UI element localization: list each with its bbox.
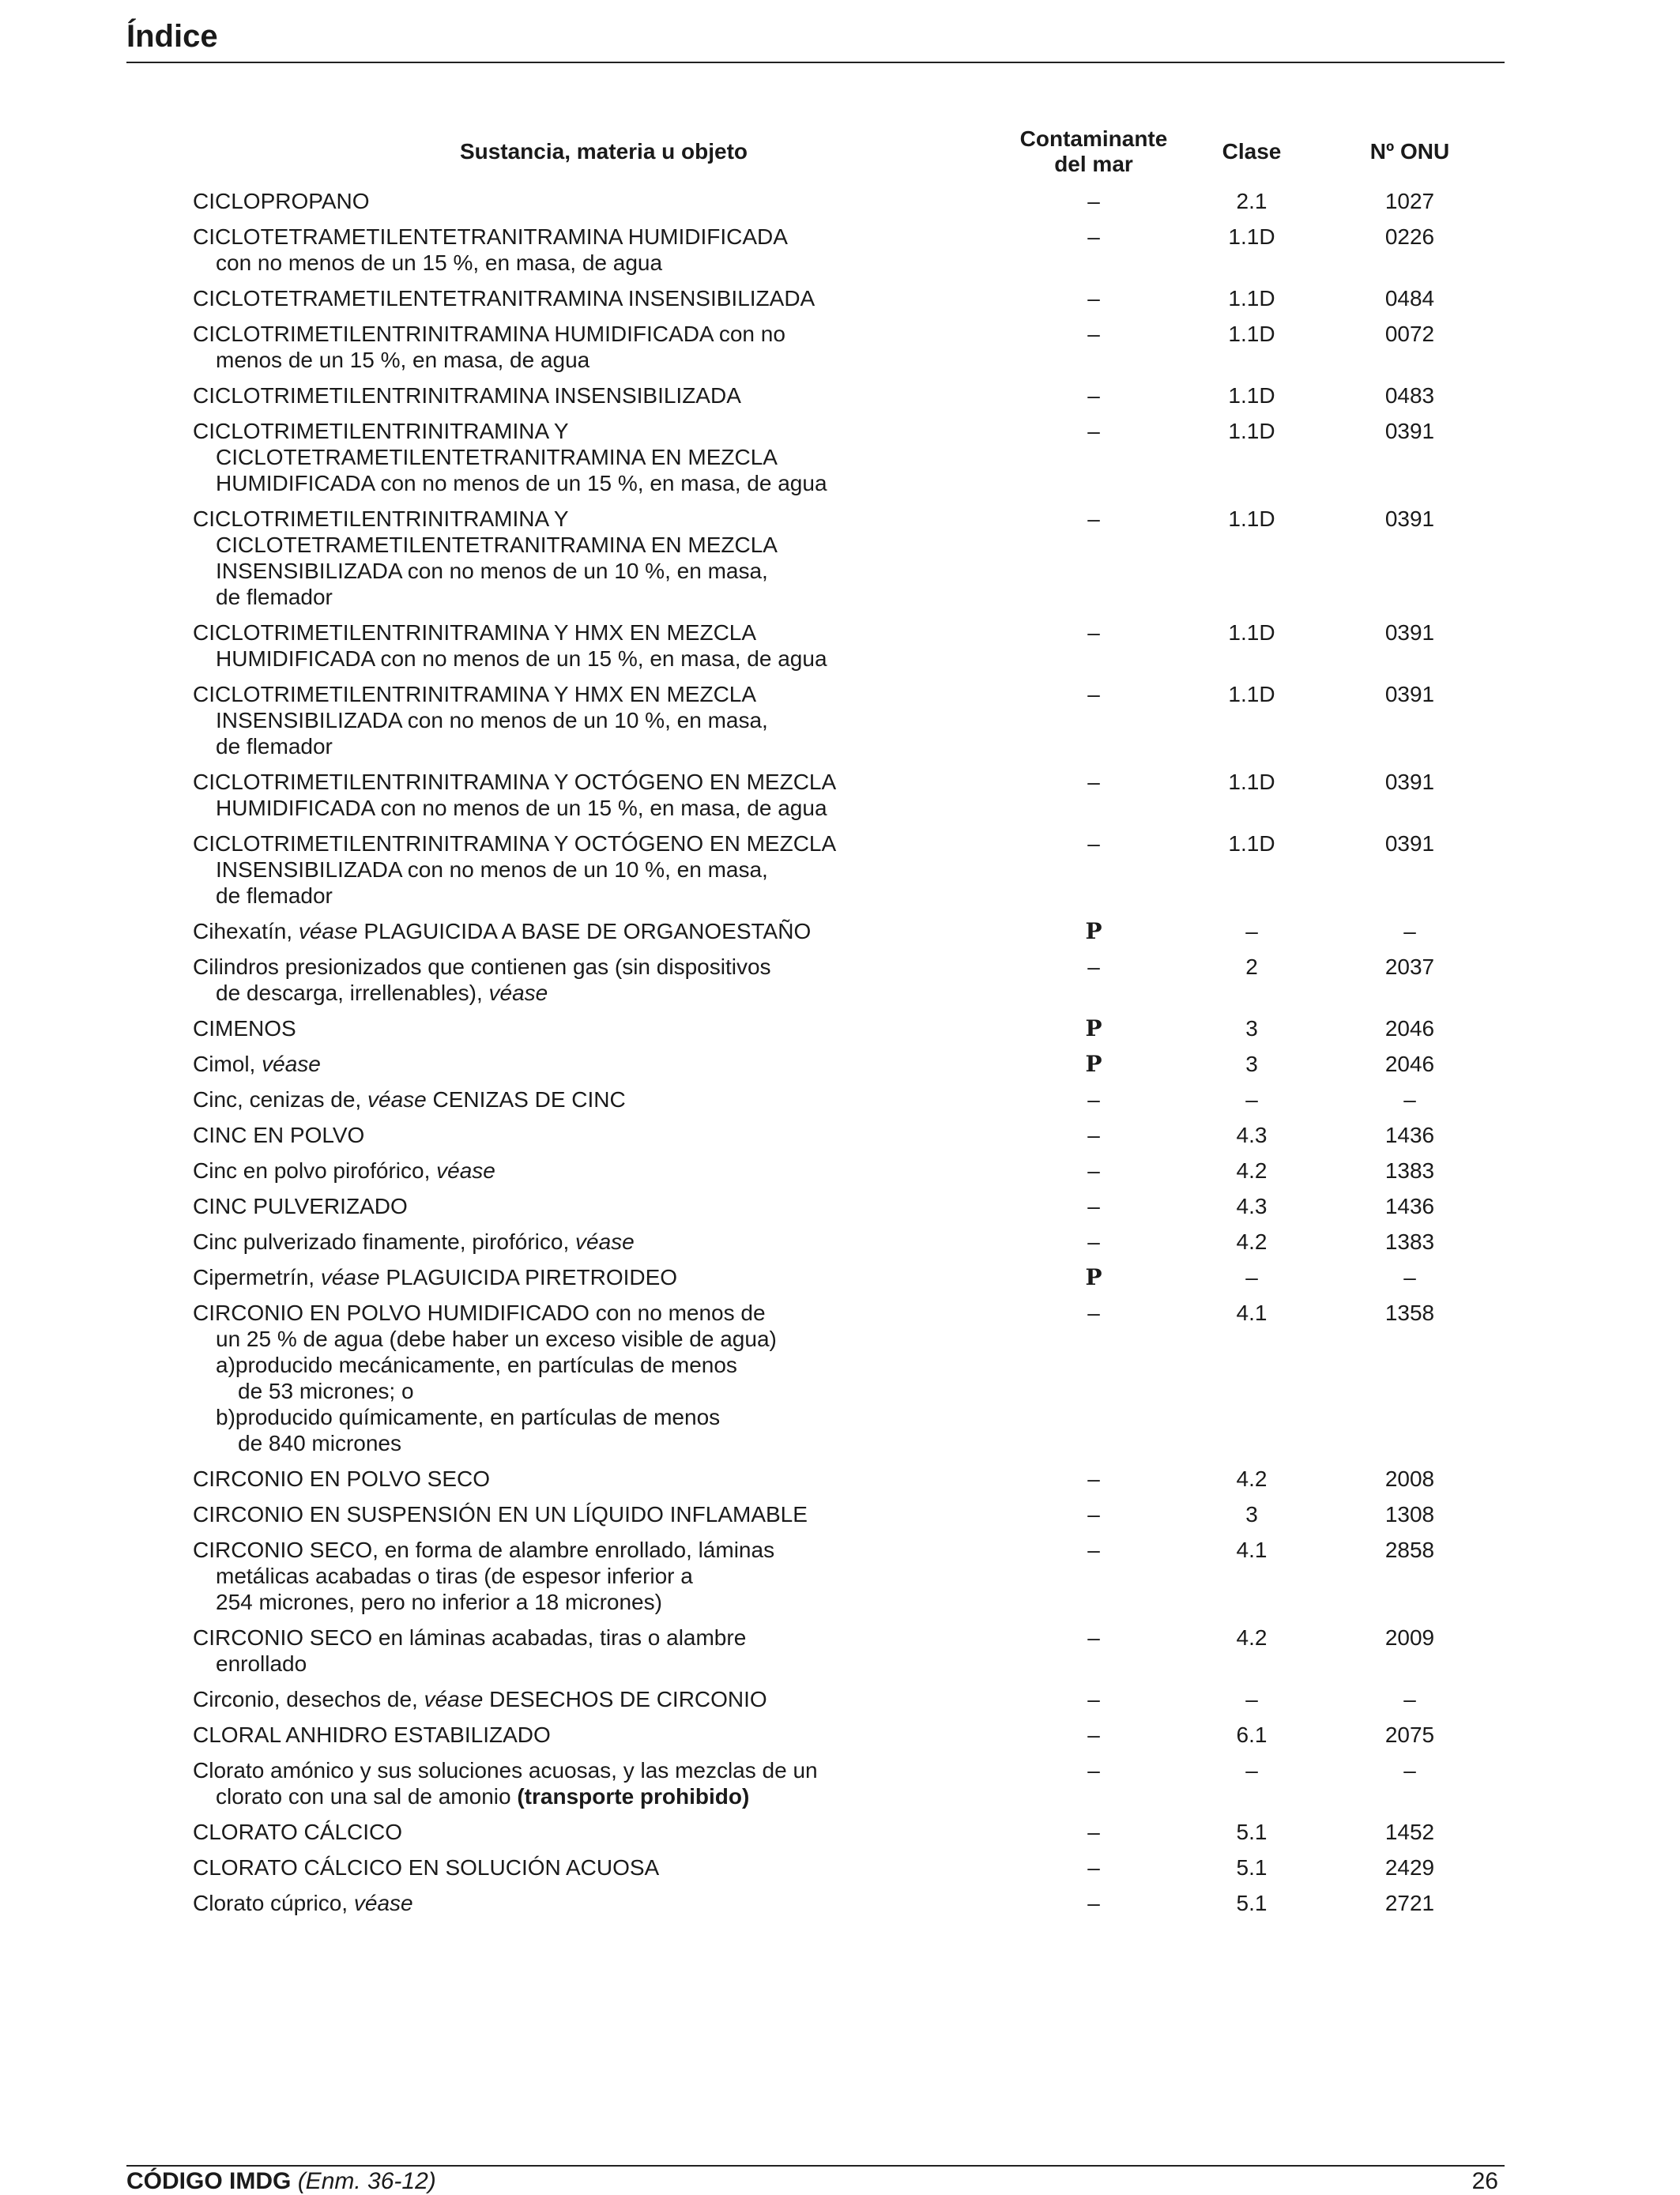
cell-marine-pollutant: P bbox=[1085, 1015, 1102, 1041]
cell-un-number: 1308 bbox=[1384, 1502, 1435, 1527]
substance-line: CICLOTETRAMETILENTETRANITRAMINA EN MEZCLA bbox=[216, 445, 778, 469]
cell-un-number: 0226 bbox=[1384, 224, 1435, 249]
cell-class: 3 bbox=[1245, 1052, 1258, 1076]
substance-line: CIRCONIO SECO en láminas acabadas, tiras o alambre bbox=[193, 1625, 747, 1650]
substance-line: a)producido mecánicamente, en partículas de menos bbox=[216, 1353, 737, 1377]
substance-line: INSENSIBILIZADA con no menos de un 10 %, en masa, bbox=[216, 559, 768, 583]
cell-marine-pollutant: – bbox=[1087, 1722, 1100, 1747]
substance-line: CICLOTRIMETILENTRINITRAMINA Y bbox=[193, 419, 569, 443]
substance-line: CINC PULVERIZADO bbox=[193, 1194, 408, 1218]
cell-un-number: 1027 bbox=[1384, 189, 1435, 213]
cell-class: 1.1D bbox=[1228, 286, 1275, 311]
cell-marine-pollutant: – bbox=[1087, 1502, 1100, 1527]
cell-marine-pollutant: – bbox=[1087, 322, 1100, 346]
substance-line: un 25 % de agua (debe haber un exceso visible de agua) bbox=[216, 1327, 777, 1351]
cell-marine-pollutant: – bbox=[1087, 1229, 1100, 1254]
substance-line: Cinc, cenizas de, véase CENIZAS DE CINC bbox=[193, 1087, 626, 1112]
substance-line: CIRCONIO EN SUSPENSIÓN EN UN LÍQUIDO INFLAMABLE bbox=[193, 1502, 808, 1527]
substance-line: Cihexatín, véase PLAGUICIDA A BASE DE ORGANOESTAÑO bbox=[193, 919, 812, 943]
substance-line: CICLOTRIMETILENTRINITRAMINA Y OCTÓGENO EN MEZCLA bbox=[193, 831, 837, 856]
table-row bbox=[193, 413, 1489, 501]
substance-line: CLORAL ANHIDRO ESTABILIZADO bbox=[193, 1722, 551, 1747]
footer-edition: (Enm. 36-12) bbox=[297, 2168, 436, 2194]
cell-class: – bbox=[1245, 1758, 1258, 1783]
table-row bbox=[193, 1153, 1489, 1188]
index-table bbox=[193, 126, 1489, 1921]
cell-marine-pollutant: – bbox=[1087, 620, 1100, 645]
substance-line: menos de un 15 %, en masa, de agua bbox=[216, 348, 590, 372]
table-row bbox=[193, 501, 1489, 615]
cell-un-number: – bbox=[1403, 1687, 1416, 1711]
cell-substance bbox=[193, 1188, 1015, 1224]
cell-marine-pollutant: – bbox=[1087, 1194, 1100, 1218]
cell-substance bbox=[193, 1753, 1015, 1814]
cell-un-number: 2008 bbox=[1384, 1466, 1435, 1491]
cell-substance bbox=[193, 413, 1015, 501]
cell-marine-pollutant: – bbox=[1087, 224, 1100, 249]
cell-un-number: 1383 bbox=[1384, 1158, 1435, 1183]
cell-substance bbox=[193, 501, 1015, 615]
substance-line: CINC EN POLVO bbox=[193, 1123, 365, 1147]
page-footer bbox=[126, 2165, 1505, 2195]
substance-line: CICLOTETRAMETILENTETRANITRAMINA EN MEZCLA bbox=[216, 533, 778, 557]
cell-un-number: 2046 bbox=[1384, 1052, 1435, 1076]
table-body bbox=[193, 183, 1489, 1921]
substance-line: de flemador bbox=[216, 585, 333, 609]
substance-line: Cimol, véase bbox=[193, 1052, 321, 1076]
cell-class: 4.3 bbox=[1236, 1123, 1268, 1147]
cell-class: 1.1D bbox=[1228, 831, 1275, 856]
substance-line: clorato con una sal de amonio (transporte prohibido) bbox=[216, 1784, 750, 1809]
table-row bbox=[193, 1117, 1489, 1153]
substance-line: metálicas acabadas o tiras (de espesor inferior a bbox=[216, 1564, 693, 1588]
column-header-marine-line: del mar bbox=[1054, 152, 1133, 176]
cell-marine-pollutant: – bbox=[1087, 1466, 1100, 1491]
cell-class: 4.2 bbox=[1236, 1466, 1268, 1491]
table-row bbox=[193, 1259, 1489, 1295]
substance-line: HUMIDIFICADA con no menos de un 15 %, en masa, de agua bbox=[216, 646, 827, 671]
cell-class: 3 bbox=[1245, 1502, 1258, 1527]
cell-marine-pollutant: P bbox=[1085, 918, 1102, 944]
cell-marine-pollutant: P bbox=[1085, 1051, 1102, 1077]
page-header bbox=[126, 17, 1505, 63]
column-header-marine-line: Contaminante bbox=[1019, 126, 1168, 151]
cell-substance bbox=[193, 826, 1015, 913]
page-title: Índice bbox=[126, 19, 218, 54]
substance-line: CICLOPROPANO bbox=[193, 189, 370, 213]
table-row bbox=[193, 1885, 1489, 1921]
table-row bbox=[193, 1753, 1489, 1814]
cell-un-number: 0483 bbox=[1384, 383, 1435, 408]
substance-line: HUMIDIFICADA con no menos de un 15 %, en masa, de agua bbox=[216, 471, 827, 495]
table-row bbox=[193, 316, 1489, 378]
cell-class: 1.1D bbox=[1228, 322, 1275, 346]
cell-substance bbox=[193, 1620, 1015, 1681]
cell-un-number: 0391 bbox=[1384, 620, 1435, 645]
cell-class: 4.1 bbox=[1236, 1301, 1268, 1325]
table-row bbox=[193, 1046, 1489, 1082]
cell-un-number: 2429 bbox=[1384, 1855, 1435, 1880]
cell-substance bbox=[193, 378, 1015, 413]
cell-un-number: – bbox=[1403, 1758, 1416, 1783]
substance-line: CICLOTETRAMETILENTETRANITRAMINA HUMIDIFICADA bbox=[193, 224, 788, 249]
substance-line: Clorato amónico y sus soluciones acuosas, y las mezclas de un bbox=[193, 1758, 818, 1783]
cell-marine-pollutant: – bbox=[1087, 1158, 1100, 1183]
cell-un-number: 2721 bbox=[1384, 1891, 1435, 1915]
cell-marine-pollutant: P bbox=[1085, 1264, 1102, 1290]
table-row bbox=[193, 1188, 1489, 1224]
cell-marine-pollutant: – bbox=[1087, 831, 1100, 856]
cell-marine-pollutant: – bbox=[1087, 1301, 1100, 1325]
cell-class: 2.1 bbox=[1236, 189, 1268, 213]
cell-marine-pollutant: – bbox=[1087, 189, 1100, 213]
cell-class: 3 bbox=[1245, 1016, 1258, 1041]
table-header-row bbox=[193, 126, 1489, 183]
cell-un-number: 0391 bbox=[1384, 770, 1435, 794]
substance-line: CIRCONIO EN POLVO SECO bbox=[193, 1466, 490, 1491]
cell-un-number: 2009 bbox=[1384, 1625, 1435, 1650]
cell-substance bbox=[193, 1461, 1015, 1497]
cell-un-number: 1436 bbox=[1384, 1194, 1435, 1218]
cell-substance bbox=[193, 1717, 1015, 1753]
cell-marine-pollutant: – bbox=[1087, 419, 1100, 443]
cell-marine-pollutant: – bbox=[1087, 1123, 1100, 1147]
cell-class: 1.1D bbox=[1228, 682, 1275, 706]
cell-marine-pollutant: – bbox=[1087, 1758, 1100, 1783]
cell-substance bbox=[193, 1532, 1015, 1620]
cell-marine-pollutant: – bbox=[1087, 383, 1100, 408]
cell-class: – bbox=[1245, 1087, 1258, 1112]
table-row bbox=[193, 949, 1489, 1011]
substance-line: de descarga, irrellenables), véase bbox=[216, 981, 548, 1005]
table-row bbox=[193, 1681, 1489, 1717]
cell-marine-pollutant: – bbox=[1087, 1855, 1100, 1880]
footer-code: CÓDIGO IMDG bbox=[126, 2168, 292, 2194]
cell-class: 6.1 bbox=[1236, 1722, 1268, 1747]
substance-line: CLORATO CÁLCICO EN SOLUCIÓN ACUOSA bbox=[193, 1855, 660, 1880]
cell-marine-pollutant: – bbox=[1087, 770, 1100, 794]
cell-marine-pollutant: – bbox=[1087, 682, 1100, 706]
cell-substance bbox=[193, 1295, 1015, 1461]
substance-line: enrollado bbox=[216, 1651, 307, 1676]
substance-line: b)producido químicamente, en partículas de menos bbox=[216, 1405, 721, 1429]
cell-un-number: 0391 bbox=[1384, 831, 1435, 856]
substance-line: CICLOTETRAMETILENTETRANITRAMINA INSENSIBILIZADA bbox=[193, 286, 816, 311]
cell-un-number: 2037 bbox=[1384, 954, 1435, 979]
cell-class: 4.2 bbox=[1236, 1229, 1268, 1254]
cell-substance bbox=[193, 1259, 1015, 1295]
cell-class: 4.2 bbox=[1236, 1625, 1268, 1650]
cell-class: 1.1D bbox=[1228, 506, 1275, 531]
column-header-un-number: Nº ONU bbox=[1369, 139, 1450, 164]
cell-marine-pollutant: – bbox=[1087, 1891, 1100, 1915]
cell-marine-pollutant: – bbox=[1087, 1820, 1100, 1844]
cell-class: 1.1D bbox=[1228, 383, 1275, 408]
cell-class: 2 bbox=[1245, 954, 1258, 979]
cell-substance bbox=[193, 1011, 1015, 1046]
column-header-marine-pollutant bbox=[1015, 126, 1173, 183]
substance-line: CICLOTRIMETILENTRINITRAMINA Y bbox=[193, 506, 569, 531]
substance-line: Cinc pulverizado finamente, pirofórico, véase bbox=[193, 1229, 635, 1254]
cell-class: 1.1D bbox=[1228, 770, 1275, 794]
cell-class: 5.1 bbox=[1236, 1891, 1268, 1915]
cell-marine-pollutant: – bbox=[1087, 1625, 1100, 1650]
cell-class: 4.2 bbox=[1236, 1158, 1268, 1183]
table-row bbox=[193, 615, 1489, 676]
cell-un-number: 0391 bbox=[1384, 419, 1435, 443]
cell-class: 1.1D bbox=[1228, 419, 1275, 443]
substance-line: CLORATO CÁLCICO bbox=[193, 1820, 403, 1844]
cell-substance bbox=[193, 1224, 1015, 1259]
cell-class: – bbox=[1245, 1265, 1258, 1290]
cell-substance bbox=[193, 1850, 1015, 1885]
substance-line: Cinc en polvo pirofórico, véase bbox=[193, 1158, 495, 1183]
cell-class: – bbox=[1245, 919, 1258, 943]
cell-substance bbox=[193, 1885, 1015, 1921]
substance-line: CICLOTRIMETILENTRINITRAMINA Y HMX EN MEZCLA bbox=[193, 620, 757, 645]
substance-line: 254 micrones, pero no inferior a 18 micrones) bbox=[216, 1590, 662, 1614]
cell-un-number: 0391 bbox=[1384, 506, 1435, 531]
cell-substance bbox=[193, 280, 1015, 316]
substance-line: CIRCONIO EN POLVO HUMIDIFICADO con no menos de bbox=[193, 1301, 766, 1325]
cell-substance bbox=[193, 913, 1015, 949]
substance-line: Clorato cúprico, véase bbox=[193, 1891, 413, 1915]
cell-substance bbox=[193, 183, 1015, 219]
table-row bbox=[193, 1011, 1489, 1046]
substance-line: Cipermetrín, véase PLAGUICIDA PIRETROIDEO bbox=[193, 1265, 678, 1290]
substance-line: CICLOTRIMETILENTRINITRAMINA HUMIDIFICADA con no bbox=[193, 322, 785, 346]
table-row bbox=[193, 764, 1489, 826]
cell-class: 4.1 bbox=[1236, 1538, 1268, 1562]
substance-line: CICLOTRIMETILENTRINITRAMINA Y HMX EN MEZCLA bbox=[193, 682, 757, 706]
substance-line: INSENSIBILIZADA con no menos de un 10 %, en masa, bbox=[216, 708, 768, 732]
cell-class: 1.1D bbox=[1228, 224, 1275, 249]
cell-class: 5.1 bbox=[1236, 1820, 1268, 1844]
substance-line: de flemador bbox=[216, 734, 333, 759]
cell-class: 1.1D bbox=[1228, 620, 1275, 645]
cell-substance bbox=[193, 316, 1015, 378]
substance-line: CICLOTRIMETILENTRINITRAMINA INSENSIBILIZADA bbox=[193, 383, 741, 408]
table-row bbox=[193, 1082, 1489, 1117]
table-row bbox=[193, 1532, 1489, 1620]
cell-marine-pollutant: – bbox=[1087, 506, 1100, 531]
cell-un-number: 2075 bbox=[1384, 1722, 1435, 1747]
cell-un-number: 1383 bbox=[1384, 1229, 1435, 1254]
cell-substance bbox=[193, 676, 1015, 764]
substance-line: de flemador bbox=[216, 883, 333, 908]
cell-un-number: 0484 bbox=[1384, 286, 1435, 311]
cell-un-number: – bbox=[1403, 1087, 1416, 1112]
cell-marine-pollutant: – bbox=[1087, 1687, 1100, 1711]
substance-line: CIMENOS bbox=[193, 1016, 296, 1041]
substance-line: CICLOTRIMETILENTRINITRAMINA Y OCTÓGENO EN MEZCLA bbox=[193, 770, 837, 794]
cell-substance bbox=[193, 1497, 1015, 1532]
substance-line: de 840 micrones bbox=[238, 1431, 402, 1455]
cell-un-number: – bbox=[1403, 919, 1416, 943]
cell-substance bbox=[193, 1046, 1015, 1082]
column-header-substance: Sustancia, materia u objeto bbox=[459, 139, 748, 164]
cell-substance bbox=[193, 615, 1015, 676]
cell-substance bbox=[193, 1681, 1015, 1717]
cell-un-number: 2858 bbox=[1384, 1538, 1435, 1562]
table-row bbox=[193, 1295, 1489, 1461]
table-row bbox=[193, 183, 1489, 219]
substance-line: Cilindros presionizados que contienen gas (sin dispositivos bbox=[193, 954, 771, 979]
table-row bbox=[193, 1717, 1489, 1753]
cell-marine-pollutant: – bbox=[1087, 954, 1100, 979]
cell-substance bbox=[193, 1153, 1015, 1188]
cell-substance bbox=[193, 1117, 1015, 1153]
page-number: 26 bbox=[1471, 2168, 1498, 2194]
cell-class: 4.3 bbox=[1236, 1194, 1268, 1218]
cell-class: – bbox=[1245, 1687, 1258, 1711]
cell-un-number: – bbox=[1403, 1265, 1416, 1290]
column-header-class: Clase bbox=[1222, 139, 1282, 164]
cell-marine-pollutant: – bbox=[1087, 1538, 1100, 1562]
cell-substance bbox=[193, 764, 1015, 826]
table-row bbox=[193, 1814, 1489, 1850]
table-row bbox=[193, 280, 1489, 316]
table-row bbox=[193, 913, 1489, 949]
table-row bbox=[193, 676, 1489, 764]
table-row bbox=[193, 1497, 1489, 1532]
table-row bbox=[193, 1850, 1489, 1885]
cell-un-number: 0072 bbox=[1384, 322, 1435, 346]
cell-substance bbox=[193, 1082, 1015, 1117]
cell-un-number: 1452 bbox=[1384, 1820, 1435, 1844]
substance-line: Circonio, desechos de, véase DESECHOS DE CIRCONIO bbox=[193, 1687, 767, 1711]
substance-line: de 53 micrones; o bbox=[238, 1379, 414, 1403]
cell-marine-pollutant: – bbox=[1087, 1087, 1100, 1112]
table-row bbox=[193, 1620, 1489, 1681]
cell-substance bbox=[193, 219, 1015, 280]
cell-un-number: 2046 bbox=[1384, 1016, 1435, 1041]
substance-line: HUMIDIFICADA con no menos de un 15 %, en masa, de agua bbox=[216, 796, 827, 820]
substance-line: INSENSIBILIZADA con no menos de un 10 %, en masa, bbox=[216, 857, 768, 882]
substance-line: CIRCONIO SECO, en forma de alambre enrollado, láminas bbox=[193, 1538, 775, 1562]
cell-un-number: 0391 bbox=[1384, 682, 1435, 706]
cell-substance bbox=[193, 949, 1015, 1011]
cell-marine-pollutant: – bbox=[1087, 286, 1100, 311]
cell-un-number: 1436 bbox=[1384, 1123, 1435, 1147]
substance-line: con no menos de un 15 %, en masa, de agua bbox=[216, 250, 663, 275]
table-row bbox=[193, 1461, 1489, 1497]
table-row bbox=[193, 378, 1489, 413]
cell-class: 5.1 bbox=[1236, 1855, 1268, 1880]
cell-substance bbox=[193, 1814, 1015, 1850]
table-row bbox=[193, 826, 1489, 913]
cell-un-number: 1358 bbox=[1384, 1301, 1435, 1325]
table-row bbox=[193, 1224, 1489, 1259]
table-row bbox=[193, 219, 1489, 280]
